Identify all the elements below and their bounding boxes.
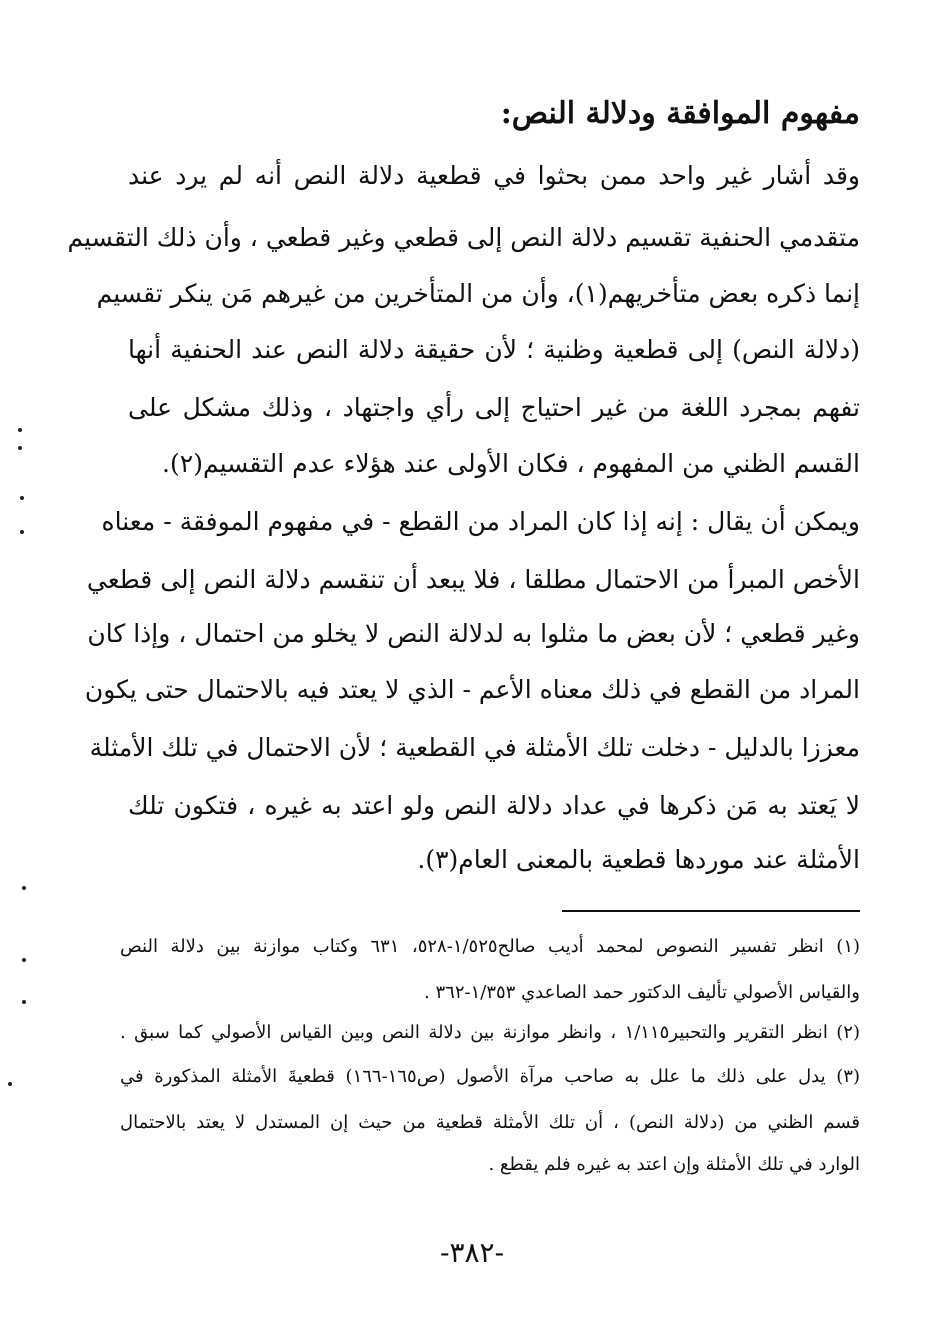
scan-speck [20,496,24,500]
text-line: تفهم بمجرد اللغة من غير احتياج إلى رأي واجتهاد ، وذلك مشكل على [128,393,860,422]
section-heading: مفهوم الموافقة ودلالة النص: [500,96,860,131]
text-line: متقدمي الحنفية تقسيم دلالة النص إلى قطعي وغير قطعي ، وأن ذلك التقسيم [67,223,860,252]
footnote-line: الوارد في تلك الأمثلة وإن اعتد به غيره فلم يقطع . [488,1154,860,1175]
footnote-separator [562,910,860,912]
scan-speck [22,886,26,890]
text-line: ويمكن أن يقال : إنه إذا كان المراد من القطع - في مفهوم الموفقة - معناه [101,507,860,536]
scan-speck [22,1000,26,1004]
footnote-line: والقياس الأصولي تأليف الدكتور حمد الصاعدي ١/٣٥٣-٣٦٢ . [424,982,860,1003]
text-line: الأخص المبرأ من الاحتمال مطلقا ، فلا يبعد أن تنقسم دلالة النص إلى قطعي [86,565,860,594]
scan-speck [8,1082,12,1086]
footnote-line: قسم الظني من (دلالة النص) ، أن تلك الأمثلة قطعية من حيث إن المستدل لا يعتد بالاحتمال [120,1112,860,1133]
scan-speck [18,428,22,432]
text-line: إنما ذكره بعض متأخريهم(١)، وأن من المتأخرين من غيرهم مَن ينكر تقسيم [96,279,860,308]
footnote-line: (٢) انظر التقرير والتحبير١/١١٥ ، وانظر موازنة بين دلالة النص وبين القياس الأصولي كما سبق . [120,1022,860,1043]
scan-speck [18,446,22,450]
footnote-line: (١) انظر تفسير النصوص لمحمد أديب صالح١/٥٢٥-٥٢٨، ٦٣١ وكتاب موازنة بين دلالة النص [120,936,861,957]
text-line: القسم الظني من المفهوم ، فكان الأولى عند هؤلاء عدم التقسيم(٢). [162,449,860,478]
text-line: لا يَعتد به مَن ذكرها في عداد دلالة النص ولو اعتد به غيره ، فتكون تلك [128,791,860,820]
text-line: المراد من القطع في ذلك معناه الأعم - الذي لا يعتد فيه بالاحتمال حتى يكون [84,675,860,704]
text-line: (دلالة النص) إلى قطعية وظنية ؛ لأن حقيقة دلالة النص عند الحنفية أنها [128,335,860,364]
text-line: معززا بالدليل - دخلت تلك الأمثلة في القطعية ؛ لأن الاحتمال في تلك الأمثلة [89,733,860,762]
footnote-line: (٣) يدل على ذلك ما علل به صاحب مرآة الأصول (ص١٦٥-١٦٦) قطعيةَ الأمثلة المذكورة في [120,1066,860,1087]
text-line: الأمثلة عند موردها قطعية بالمعنى العام(٣). [417,845,860,874]
scan-speck [20,530,24,534]
scan-speck [22,958,26,962]
text-line: وقد أشار غير واحد ممن بحثوا في قطعية دلالة النص أنه لم يرد عند [128,161,860,190]
page-number: -٣٨٢- [439,1236,505,1269]
text-line: وغير قطعي ؛ لأن بعض ما مثلوا به لدلالة النص لا يخلو من احتمال ، وإذا كان [87,619,860,648]
